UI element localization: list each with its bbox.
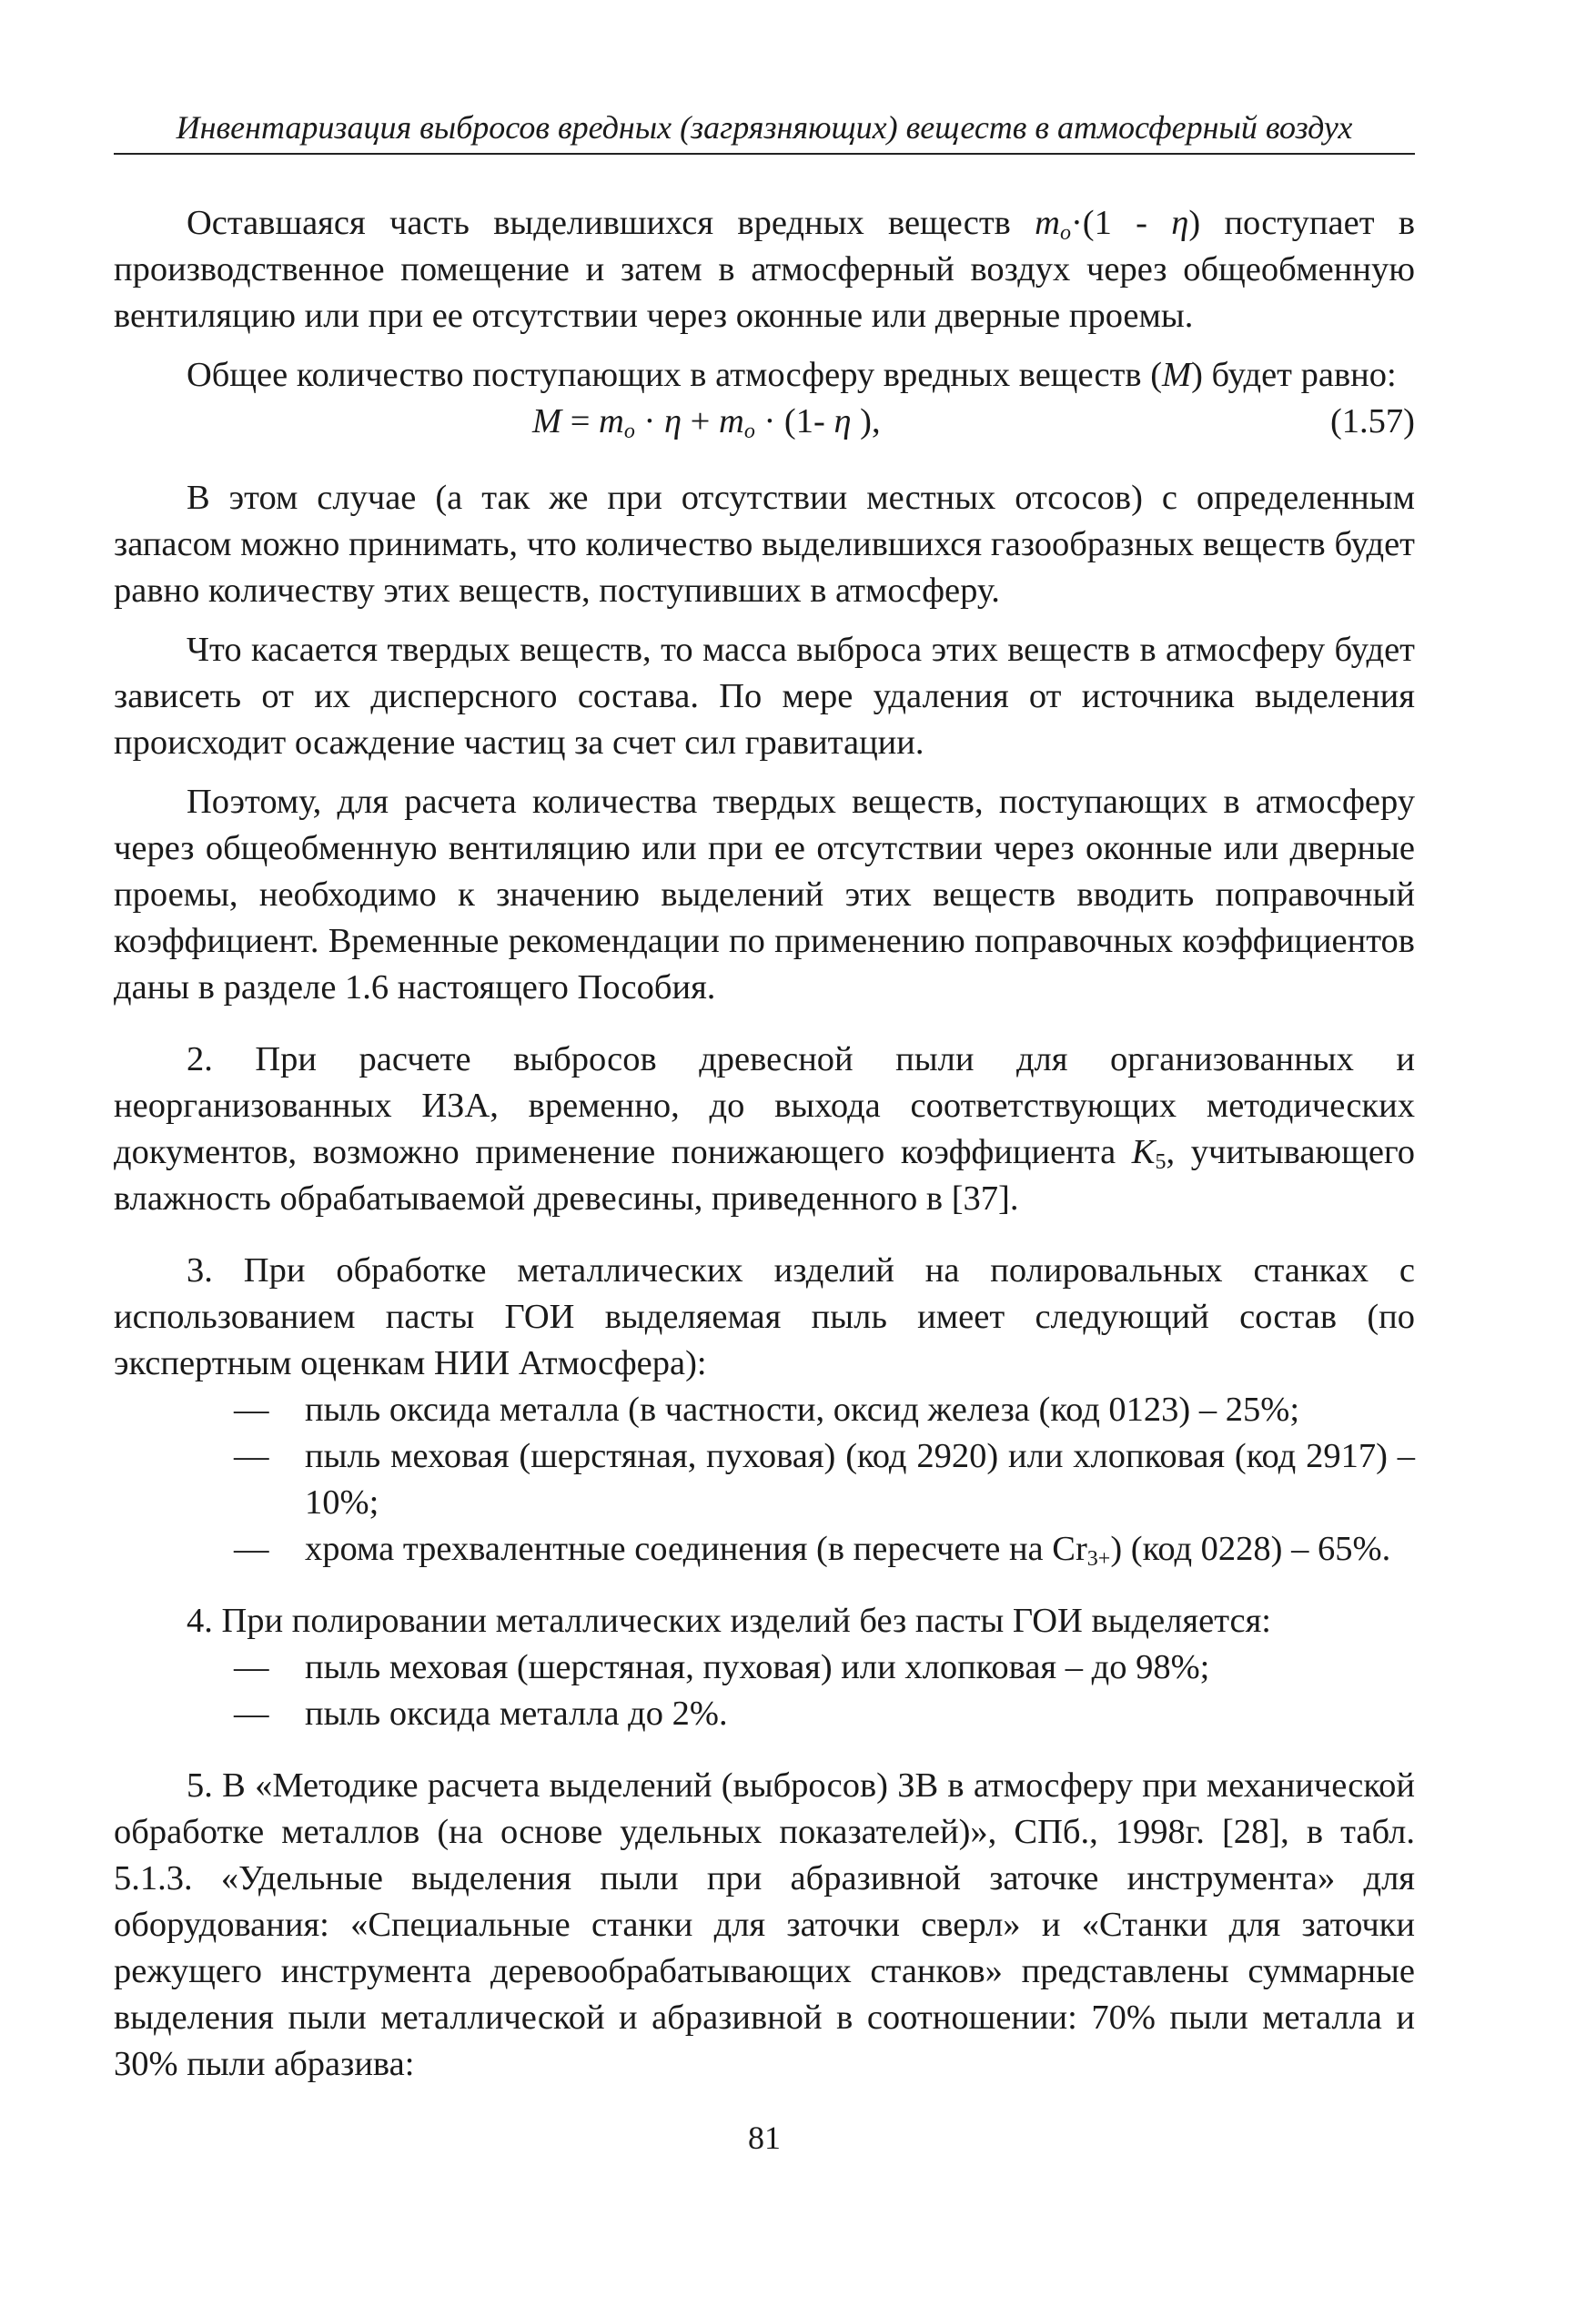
- text-run: 2. При расчете выбросов древесной пыли для организованных и неорганизованных ИЗА, временно, до выхода соответствующих методических документов, возможно применение понижающего коэффициента: [114, 1040, 1415, 1171]
- body-text: [114, 200, 1415, 2088]
- dash-marker: —: [234, 1391, 269, 1429]
- formula-1-57: [532, 399, 881, 445]
- subscript-3plus: 3+: [1086, 1547, 1111, 1571]
- running-header: Инвентаризация выбросов вредных (загрязняющих) веществ в атмосферный воздух: [114, 107, 1415, 155]
- list-item-text: хрома трехвалентные соединения (в пересчете на Cr: [305, 1530, 1087, 1568]
- list-item: [114, 1433, 1415, 1526]
- subscript-o: o: [1059, 221, 1071, 245]
- dash-marker: —: [234, 1648, 269, 1686]
- formula-term: ),: [851, 402, 881, 440]
- paragraph-gaseous: В этом случае (а так же при отсутствии местных отсосов) с определенным запасом можно принимать, что количество выделившихся газообразных веществ будет равно количеству этих веществ, поступивших в атмосферу.: [114, 479, 1415, 610]
- variable-K: K: [1131, 1133, 1156, 1171]
- item-4-no-paste: 4. При полировании металлических изделий без пасты ГОИ выделяется:: [187, 1602, 1271, 1640]
- text-run: ) будет равно:: [1191, 356, 1397, 394]
- list-item-text: пыль меховая (шерстяная, пуховая) (код 2920) или хлопковая (код 2917) – 10%;: [305, 1437, 1415, 1522]
- page-number: 81: [748, 2120, 781, 2156]
- list-item: [114, 1691, 1415, 1737]
- list-item-text: пыль оксида металла до 2%.: [305, 1695, 728, 1733]
- item-5-methodology: 5. В «Методике расчета выделений (выбросов) ЗВ в атмосферу при механической обработке металлов (на основе удельных показателей)», СПб., 1998г. [28], в табл. 5.1.3. «Удельные выделения пыли при абразивной заточке инструмента» для оборудования: «Специальные станки для заточки сверл» и «Станки для заточки режущего инструмента деревообрабатывающих станков» представлены суммарные выделения пыли металлической и абразивной в соотношении: 70% пыли металла и 30% пыли абразива:: [114, 1766, 1415, 2083]
- dash-marker: —: [234, 1695, 269, 1733]
- paragraph-correction: Поэтому, для расчета количества твердых веществ, поступающих в атмосферу через общеобменную вентиляцию или при ее отсутствии через оконные или дверные проемы, необходимо к значению выделений этих веществ вводить поправочный коэффициент. Временные рекомендации по применению поправочных коэффициентов даны в разделе 1.6 настоящего Пособия.: [114, 783, 1415, 1007]
- document-page: [114, 107, 1415, 2237]
- formula-subscript: o: [743, 420, 755, 443]
- variable-m: m: [1035, 204, 1060, 242]
- formula-term: m: [719, 402, 744, 440]
- item-4-composition-list: [114, 1644, 1415, 1737]
- item-3-composition-list: [114, 1387, 1415, 1573]
- subscript-5: 5: [1155, 1150, 1167, 1174]
- formula-term: =: [561, 402, 600, 440]
- list-item-text: ) (код 0228) – 65%.: [1110, 1530, 1391, 1568]
- formula-term: M: [532, 402, 562, 440]
- text-run: ) поступает в производственное помещение и затем в атмосферный воздух через общеобменную вентиляцию или при ее отсутствии через оконные или дверные проемы.: [114, 204, 1415, 335]
- variable-M: М: [1162, 356, 1192, 394]
- item-2-wood-dust: [114, 1037, 1415, 1222]
- text-run: , учитывающего влажность обрабатываемой древесины, приведенного в [37].: [114, 1133, 1415, 1218]
- formula-term: ·: [634, 402, 664, 440]
- formula-term: η: [833, 402, 852, 440]
- equation-number: (1.57): [1329, 402, 1415, 440]
- formula-term: η: [663, 402, 682, 440]
- list-item: [114, 1387, 1415, 1433]
- formula-term: (1-: [783, 402, 834, 440]
- list-item-text: пыль меховая (шерстяная, пуховая) или хлопковая – до 98%;: [305, 1648, 1210, 1686]
- paragraph-total-amount: [114, 352, 1415, 399]
- formula-term: ·: [754, 402, 784, 440]
- formula-subscript: o: [623, 420, 635, 443]
- paragraph-solids: Что касается твердых веществ, то масса выброса этих веществ в атмосферу будет зависеть от их дисперсного состава. По мере удаления от источника выделения происходит осаждение частиц за счет сил гравитации.: [114, 631, 1415, 762]
- formula-term: +: [682, 402, 720, 440]
- dash-marker: —: [234, 1437, 269, 1475]
- list-item-text: пыль оксида металла (в частности, оксид железа (код 0123) – 25%;: [305, 1391, 1300, 1429]
- paragraph-remaining-part: [114, 200, 1415, 339]
- text-run: Общее количество поступающих в атмосферу вредных веществ (: [187, 356, 1163, 394]
- list-item: [114, 1526, 1415, 1573]
- item-3-polishing-paste: 3. При обработке металлических изделий на полировальных станках с использованием пасты ГОИ выделяемая пыль имеет следующий состав (по экспертным оценкам НИИ Атмосфера):: [114, 1251, 1415, 1382]
- formula-term: m: [599, 402, 624, 440]
- list-item: [114, 1644, 1415, 1691]
- dash-marker: —: [234, 1530, 269, 1568]
- text-run: Оставшаяся часть выделившихся вредных веществ: [187, 204, 1035, 242]
- variable-eta: η: [1171, 204, 1189, 242]
- text-run: ·(1 -: [1070, 204, 1172, 242]
- formula-row: [114, 399, 1415, 450]
